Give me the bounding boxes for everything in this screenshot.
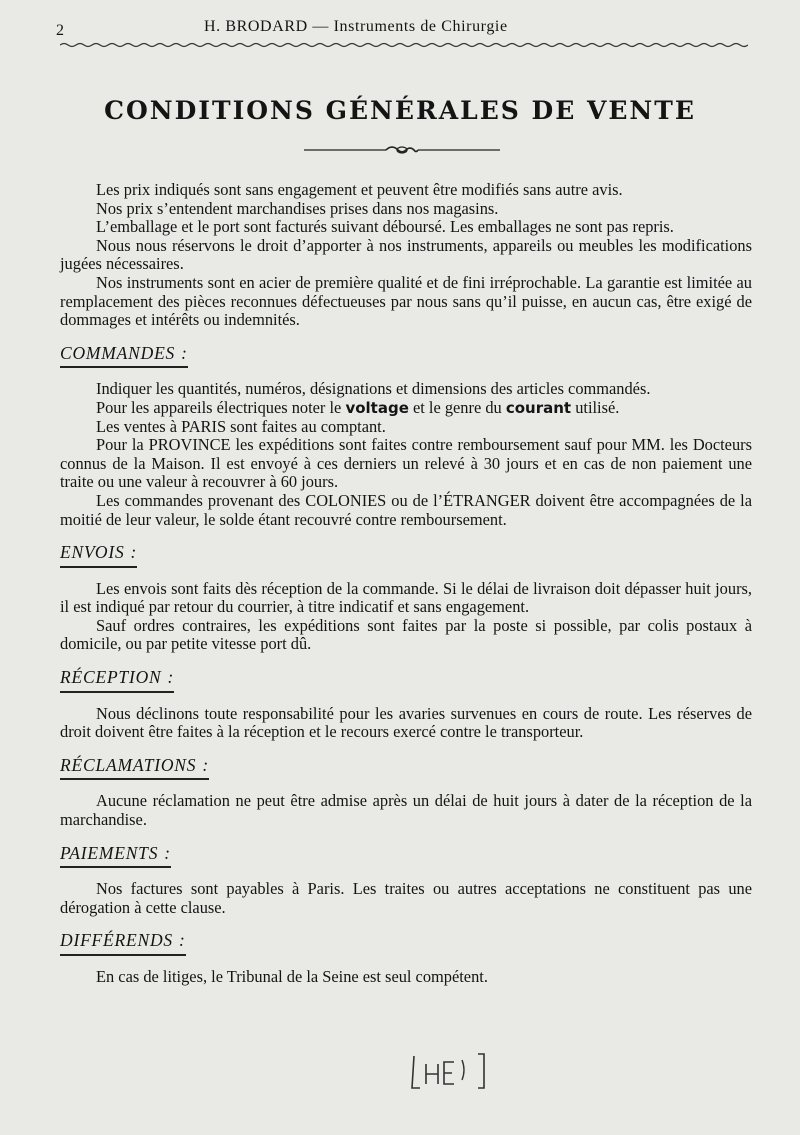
intro-paragraph: Nos instruments sont en acier de première qualité et de fini irréprochable. La garantie est limitée au remplacement des pièces reconnues défectueuses par nous sans qu’il puisse, en aucun cas, être exigé de dommages et intérêts ou indemnités. — [60, 272, 752, 330]
section-heading-reception — [60, 668, 174, 693]
running-title: H. BRODARD — Instruments de Chirurgie — [204, 18, 508, 35]
section-heading-text: DIFFÉRENDS — [60, 930, 173, 951]
section-heading-colon: : — [181, 342, 188, 363]
intro-paragraph: L’emballage et le port sont facturés suivant déboursé. Les emballages ne sont pas repris. — [96, 217, 674, 237]
section-heading-paiements — [60, 844, 171, 869]
commandes-paragraph: Pour la PROVINCE les expéditions sont faites contre remboursement sauf pour MM. les Docteurs connus de la Maison. Il est envoyé à ces derniers un relevé à 30 jours et en cas de non paiement une traite ou une valeur à recouvrer à 60 jours. — [60, 435, 752, 492]
differends-paragraph: En cas de litiges, le Tribunal de la Seine est seul compétent. — [96, 967, 488, 986]
text-run: et le genre du — [412, 397, 502, 417]
intro-paragraph: Nous nous réservons le droit d’apporter à nos instruments, appareils ou meubles les modifications jugées nécessaires. — [60, 235, 752, 274]
header-wavy-rule — [60, 42, 748, 48]
page-title: CONDITIONS GÉNÉRALES DE VENTE — [104, 96, 696, 125]
section-heading-text: RÉCLAMATIONS — [60, 754, 197, 775]
emphasis-voltage: voltage — [345, 398, 409, 417]
intro-paragraph: Les prix indiqués sont sans engagement et peuvent être modifiés sans autre avis. — [96, 180, 623, 199]
commandes-paragraph: Les ventes à PARIS sont faites au comptant. — [96, 416, 386, 436]
envois-paragraph: Sauf ordres contraires, les expéditions sont faites par la poste si possible, par colis postaux à domicile, ou par petite vitesse port dû. — [60, 615, 752, 654]
section-heading-envois — [60, 543, 137, 568]
envois-paragraph: Les envois sont faits dès réception de la commande. Si le délai de livraison doit dépasser huit jours, il est indiqué par retour du courrier, à titre indicatif et sans engagement. — [60, 578, 752, 617]
paiements-paragraph: Nos factures sont payables à Paris. Les traites ou autres acceptations ne constituent pas une dérogation à cette clause. — [60, 879, 752, 917]
intro-paragraph: Nos prix s’entendent marchandises prises dans nos magasins. — [96, 198, 499, 218]
section-heading-text: COMMANDES — [60, 342, 176, 363]
reclamations-paragraph: Aucune réclamation ne peut être admise après un délai de huit jours à dater de la réception de la marchandise. — [60, 791, 752, 830]
section-heading-commandes — [60, 344, 188, 369]
section-heading-text: PAIEMENTS — [60, 842, 159, 863]
section-heading-differends — [60, 931, 186, 956]
section-heading-colon: : — [130, 542, 138, 563]
page-header — [56, 18, 748, 42]
emphasis-courant: courant — [505, 398, 572, 417]
section-heading-colon: : — [164, 842, 171, 863]
page-number: 2 — [56, 22, 64, 39]
section-heading-colon: : — [167, 667, 175, 688]
section-heading-colon: : — [178, 930, 186, 951]
text-run: Pour les appareils électriques noter le — [96, 397, 342, 417]
handwritten-mark — [408, 1050, 490, 1094]
commandes-paragraph: Les commandes provenant des COLONIES ou de l’ÉTRANGER doivent être accompagnées de la moitié de leur valeur, le solde étant recouvré contre remboursement. — [60, 490, 752, 529]
commandes-paragraph — [60, 399, 752, 418]
section-heading-text: ENVOIS — [60, 542, 125, 563]
text-run: utilisé. — [575, 397, 620, 417]
title-ornament — [304, 143, 500, 157]
section-heading-reclamations — [60, 756, 209, 781]
commandes-paragraph: Indiquer les quantités, numéros, désignations et dimensions des articles commandés. — [96, 379, 651, 399]
reception-paragraph: Nous déclinons toute responsabilité pour les avaries survenues en cours de route. Les réserves de droit doivent être faites à la réception et le recours exercé contre le transporteur. — [60, 703, 752, 742]
conditions-body — [60, 181, 752, 987]
section-heading-text: RÉCEPTION — [60, 667, 162, 688]
section-heading-colon: : — [202, 754, 209, 775]
